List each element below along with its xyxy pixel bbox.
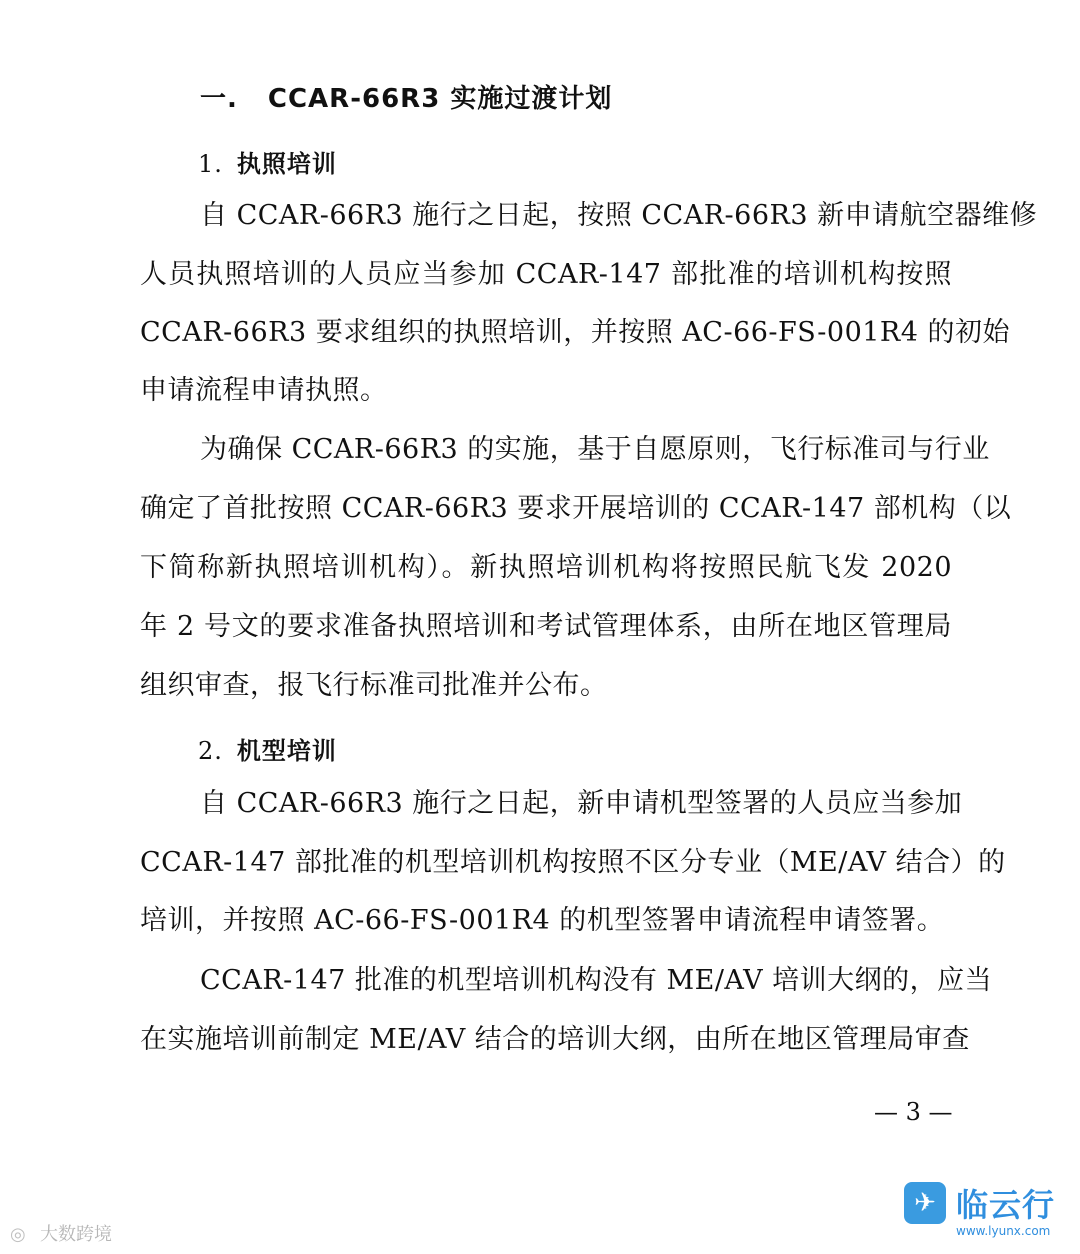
weibo-icon: ◎	[10, 1224, 26, 1245]
paragraph-line: 为确保 CCAR-66R3 的实施，基于自愿原则，飞行标准司与行业	[200, 434, 990, 465]
paragraph-line: 培训，并按照 AC-66-FS-001R4 的机型签署申请流程申请签署。	[140, 905, 945, 936]
paragraph-line: CCAR-147 部批准的机型培训机构按照不区分专业（ME/AV 结合）的	[140, 847, 1006, 878]
paragraph-line: 组织审查，报飞行标准司批准并公布。	[140, 670, 608, 701]
paragraph-line: 自 CCAR-66R3 施行之日起，新申请机型签署的人员应当参加	[200, 788, 963, 819]
paragraph-line: 确定了首批按照 CCAR-66R3 要求开展培训的 CCAR-147 部机构（以	[140, 493, 1012, 524]
paragraph-line: 申请流程申请执照。	[140, 375, 388, 406]
heading-number: 一.	[200, 84, 238, 114]
subsection-number: 1.	[198, 150, 223, 178]
subsection-heading-license-training	[198, 144, 337, 179]
paragraph-line: CCAR-147 批准的机型培训机构没有 ME/AV 培训大纲的，应当	[200, 965, 993, 996]
paragraph-line: 人员执照培训的人员应当参加 CCAR-147 部批准的培训机构按照	[140, 259, 952, 290]
watermark-left	[10, 1220, 112, 1246]
watermark-brand: 临云行	[956, 1186, 1056, 1224]
paragraph-line: CCAR-66R3 要求组织的执照培训，并按照 AC-66-FS-001R4 的初始	[140, 317, 1011, 348]
watermark-left-text: 大数跨境	[40, 1224, 112, 1245]
subsection-title: 机型培训	[236, 736, 337, 765]
heading-text: CCAR-66R3 实施过渡计划	[267, 84, 613, 114]
paragraph-line: 在实施培训前制定 ME/AV 结合的培训大纲，由所在地区管理局审查	[140, 1024, 970, 1055]
paragraph-line: 下简称新执照培训机构）。新执照培训机构将按照民航飞发 2020	[140, 552, 952, 583]
paragraph-line: 自 CCAR-66R3 施行之日起，按照 CCAR-66R3 新申请航空器维修	[200, 200, 1038, 231]
subsection-title: 执照培训	[236, 149, 337, 178]
section-heading	[200, 78, 612, 115]
subsection-number: 2.	[198, 737, 223, 765]
subsection-heading-type-training	[198, 731, 337, 766]
plane-logo-icon: ✈	[904, 1182, 946, 1224]
paragraph-line: 年 2 号文的要求准备执照培训和考试管理体系，由所在地区管理局	[140, 611, 952, 642]
page-number: — 3 —	[874, 1098, 953, 1126]
watermark-right	[900, 1180, 1075, 1246]
watermark-url: www.lyunx.com	[956, 1224, 1051, 1238]
